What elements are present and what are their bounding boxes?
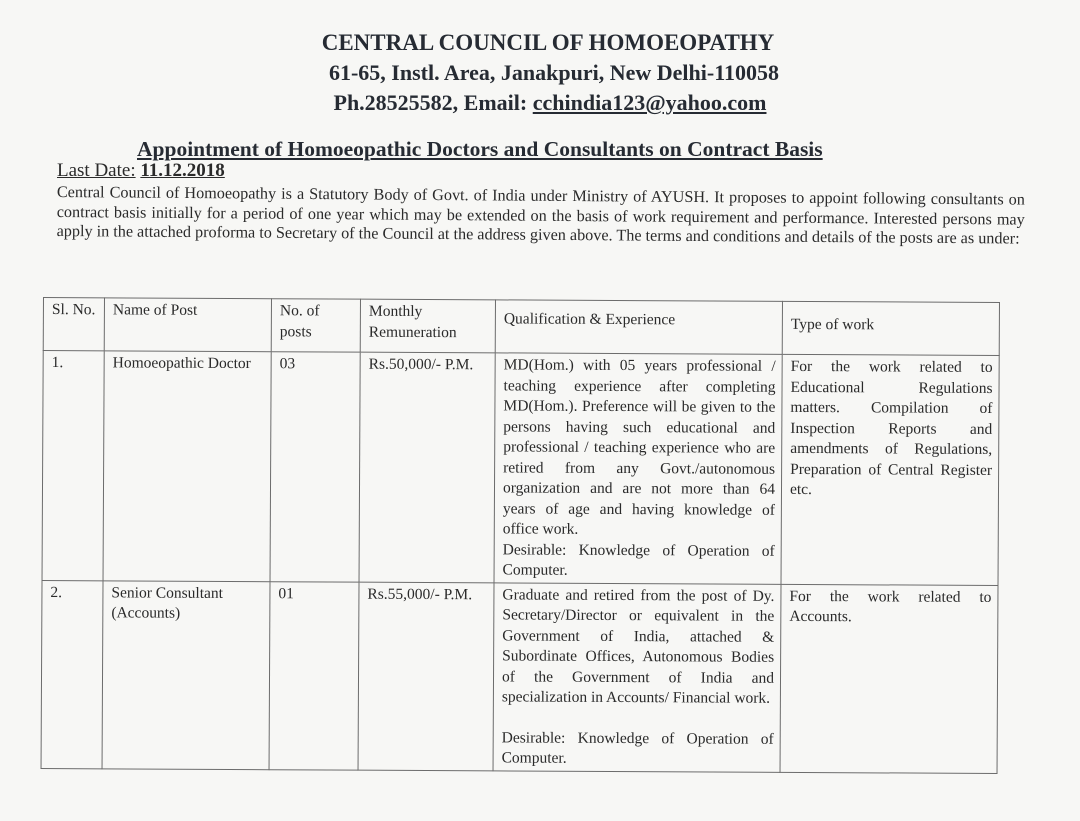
header-qualification: Qualification & Experience — [495, 300, 782, 355]
cell-qualification — [494, 353, 782, 584]
table-row — [41, 580, 998, 773]
org-address: 61-65, Instl. Area, Janakpuri, New Delhi-110058 — [328, 60, 779, 85]
intro-paragraph: Central Council of Homoeopathy is a Statutory Body of Govt. of India under Ministry of AYUSH. It proposes to appoint following consultants on contract basis initially for a period of one year which may be extended on the basis of work requirement and performance. Interested persons may apply in the attached proforma to Secretary of the Council at the address given above. The terms and conditions and details of the posts are as under: — [56, 183, 1025, 248]
cell-no-of-posts: 01 — [269, 581, 359, 769]
header-name-of-post: Name of Post — [104, 298, 271, 352]
qualification-text: Graduate and retired from the post of Dy. Secretary/Director or equivalent in the Government of India, attached & Subordinate Offices, Autonomous Bodies of the Government of India and specialization in Accounts/ Financial work. — [501, 585, 775, 707]
header-sl-no: Sl. No. — [43, 298, 104, 351]
cell-type-of-work: For the work related to Educational Regulations matters. Compilation of Inspection Reports and amendments of Regulations, Preparation of Central Register etc. — [781, 354, 999, 585]
notice-title: Appointment of Homoeopathic Doctors and Consultants on Contract Basis — [137, 137, 823, 161]
email-link[interactable]: cchindia123@yahoo.com — [532, 90, 767, 115]
header-type-of-work: Type of work — [782, 301, 999, 355]
cell-qualification — [493, 582, 781, 772]
cell-sl-no: 1. — [42, 351, 104, 581]
last-date-value: 11.12.2018 — [140, 160, 225, 181]
org-contact — [10, 90, 1080, 116]
desirable-text: Desirable: Knowledge of Operation of Computer. — [502, 540, 775, 579]
cell-name-of-post: Senior Consultant (Accounts) — [102, 580, 270, 769]
spacer — [502, 708, 774, 729]
org-name: CENTRAL COUNCIL OF HOMOEOPATHY — [321, 30, 775, 55]
header-no-of-posts: No. of posts — [271, 299, 360, 352]
table-row — [42, 351, 999, 586]
desirable-text: Desirable: Knowledge of Operation of Computer. — [501, 728, 774, 767]
last-date-label: Last Date: — [57, 160, 136, 181]
phone-label: Ph.28525582, Email: — [333, 90, 533, 115]
table-header-row — [43, 298, 999, 356]
cell-remuneration: Rs.50,000/- P.M. — [359, 352, 495, 582]
cell-remuneration: Rs.55,000/- P.M. — [358, 582, 494, 771]
posts-table — [41, 297, 1000, 774]
cell-no-of-posts: 03 — [270, 352, 360, 582]
cell-name-of-post: Homoeopathic Doctor — [103, 351, 271, 581]
cell-type-of-work: For the work related to Accounts. — [780, 584, 998, 773]
qualification-text: MD(Hom.) with 05 years professional / teaching experience after completing MD(Hom.). Preference will be given to the persons having such educational and professional / teaching experience who are retired from any Govt./autonomous organization and are not more than 64 years of age and having knowledge of office work. — [502, 356, 776, 538]
last-date — [57, 160, 225, 182]
header-remuneration: Monthly Remuneration — [360, 299, 495, 353]
cell-sl-no: 2. — [41, 580, 103, 768]
